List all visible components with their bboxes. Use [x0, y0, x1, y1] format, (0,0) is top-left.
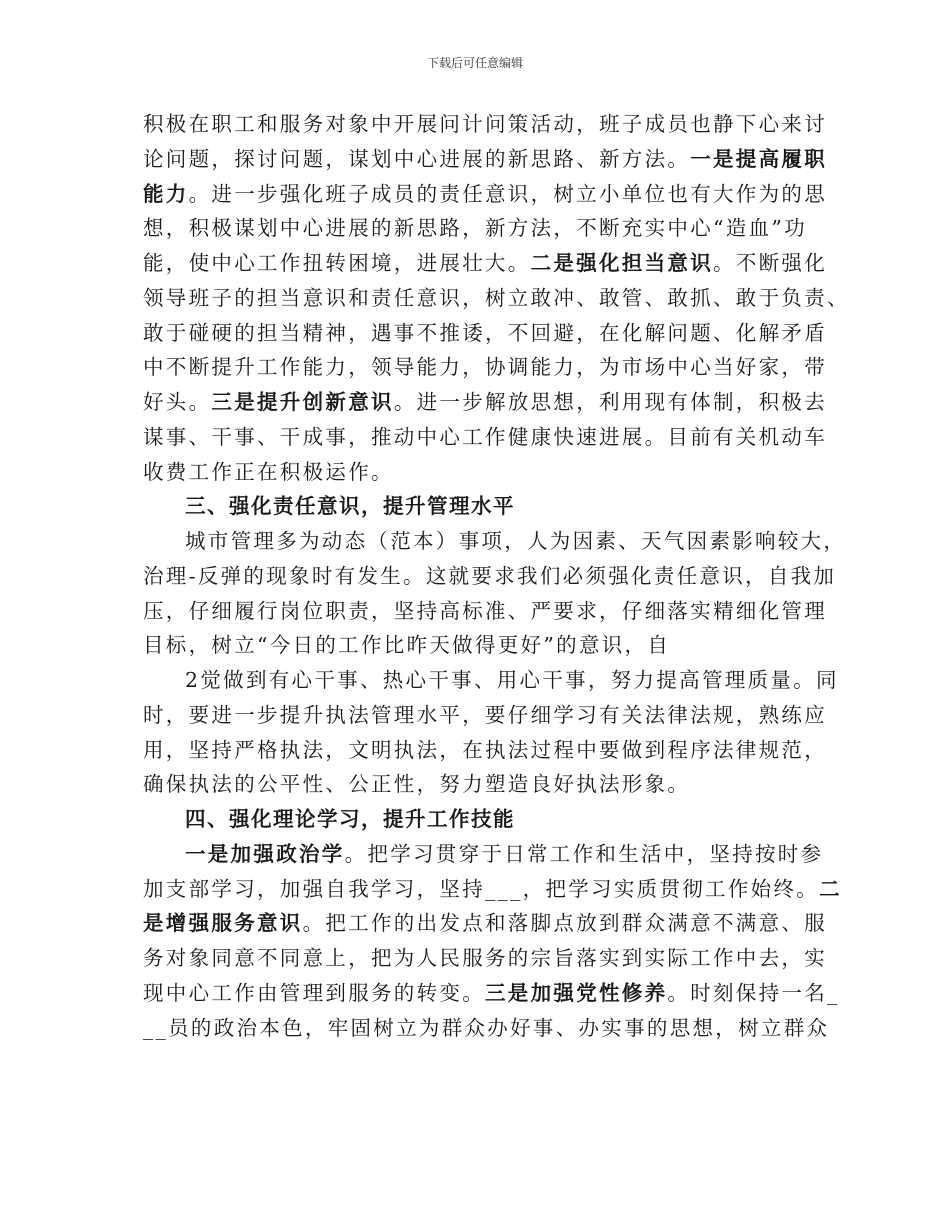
- text-line: [143, 598, 827, 623]
- text-line: [143, 251, 828, 275]
- bold-text: 是增强服务意识: [143, 911, 303, 936]
- bold-text: 三是加强党性修养: [485, 980, 668, 1005]
- text-line: [185, 529, 847, 553]
- text-span: 中不断提升工作能力，领导能力，协调能力，为市场中心当好家，带: [143, 355, 827, 380]
- text-span: 时，要进一步提升执法管理水平，要仔细学习有关法律法规，熟练应: [143, 702, 827, 727]
- text-line: [143, 772, 823, 796]
- text-span: 。把工作的出发点和落脚点放到群众满意不满意、服: [302, 911, 828, 936]
- bold-text: 能力: [143, 181, 189, 206]
- section-heading: [185, 807, 865, 831]
- text-span: 领导班子的担当意识和责任意识，树立敢冲、敢管、敢抓、敢于负责、: [143, 285, 850, 310]
- text-line: [143, 181, 828, 206]
- page-header: 下载后可任意编辑: [426, 56, 523, 70]
- text-span: 能，使中心工作扭转困境，进展壮大。: [143, 251, 531, 275]
- text-line: [143, 320, 827, 345]
- text-line: [143, 1015, 830, 1040]
- text-line: [143, 460, 823, 484]
- text-line: [143, 390, 828, 414]
- text-line: [143, 633, 823, 657]
- section-heading: [185, 494, 865, 518]
- text-span: 。把学习贯穿于日常工作和生活中，坚持按时参: [344, 841, 824, 866]
- text-span: 谋事、干事、干成事，推动中心工作健康快速进展。目前有关机动车: [143, 424, 827, 449]
- text-span: 治理-反弹的现象时有发生。这就要求我们必须强化责任意识，自我加: [143, 563, 837, 588]
- text-line: [143, 946, 827, 970]
- text-span: 。时刻保持一名_: [667, 980, 840, 1005]
- bold-text: 四、强化理论学习，提升工作技能: [185, 807, 515, 831]
- text-line: [143, 424, 827, 449]
- text-span: 好头。: [143, 390, 212, 414]
- text-span: 现中心工作由管理到服务的转变。: [143, 980, 485, 1005]
- text-span: 敢于碰硬的担当精神，遇事不推诿，不回避，在化解问题、化解矛盾: [143, 320, 827, 345]
- bold-text: 二是强化担当意识: [530, 251, 714, 275]
- text-span: 收费工作正在积极运作。: [143, 459, 394, 484]
- text-line: [143, 911, 828, 936]
- text-span: 确保执法的公平性、公正性，努力塑造良好执法形象。: [143, 772, 691, 797]
- bold-text: 三、强化责任意识，提升管理水平: [185, 494, 515, 519]
- text-line: [143, 980, 840, 1005]
- text-span: 2觉做到有心干事、热心干事、用心干事，努力提高管理质量。同: [185, 668, 839, 692]
- bold-text: 一是加强政治学: [185, 841, 345, 866]
- text-line: [143, 737, 827, 762]
- text-line: [143, 563, 837, 588]
- text-span: 压，仔细履行岗位职责，坚持高标准、严要求，仔细落实精细化管理: [143, 598, 827, 623]
- text-line: [185, 668, 839, 692]
- text-line: [143, 702, 827, 727]
- bold-text: 二: [819, 876, 842, 901]
- text-line: [143, 112, 827, 136]
- text-span: __员的政治本色，牢固树立为群众办好事、办实事的思想，树立群众: [143, 1015, 830, 1040]
- text-line: [143, 876, 842, 901]
- text-span: 目标，树立“今日的工作比昨天做得更好”的意识，自: [143, 633, 671, 658]
- text-span: 用，坚持严格执法，文明执法，在执法过程中要做到程序法律规范，: [143, 737, 827, 762]
- text-span: 。进一步强化班子成员的责任意识，树立小单位也有大作为的思: [188, 181, 828, 206]
- text-span: 加支部学习，加强自我学习，坚持___，把学习实质贯彻工作始终。: [143, 876, 820, 901]
- text-line: [143, 146, 828, 171]
- text-span: 城市管理多为动态（范本）事项，人为因素、天气因素影响较大，: [185, 529, 847, 553]
- text-line: [143, 355, 827, 380]
- text-span: 。不断强化: [713, 251, 828, 275]
- text-span: 论问题，探讨问题，谋划中心进展的新思路、新方法。: [143, 146, 691, 171]
- text-span: 积极在职工和服务对象中开展问计问策活动，班子成员也静下心来讨: [143, 112, 827, 136]
- bold-text: 一是提高履职: [690, 146, 828, 171]
- text-span: 。进一步解放思想，利用现有体制，积极去: [393, 390, 828, 414]
- text-line: [143, 216, 823, 240]
- text-line: [143, 285, 850, 310]
- text-line: [185, 842, 825, 866]
- text-span: 务对象同意不同意上，把为人民服务的宗旨落实到实际工作中去，实: [143, 946, 827, 970]
- text-span: 想，积极谋划中心进展的新思路，新方法，不断充实中心“造血”功: [143, 216, 807, 241]
- bold-text: 三是提升创新意识: [211, 390, 394, 414]
